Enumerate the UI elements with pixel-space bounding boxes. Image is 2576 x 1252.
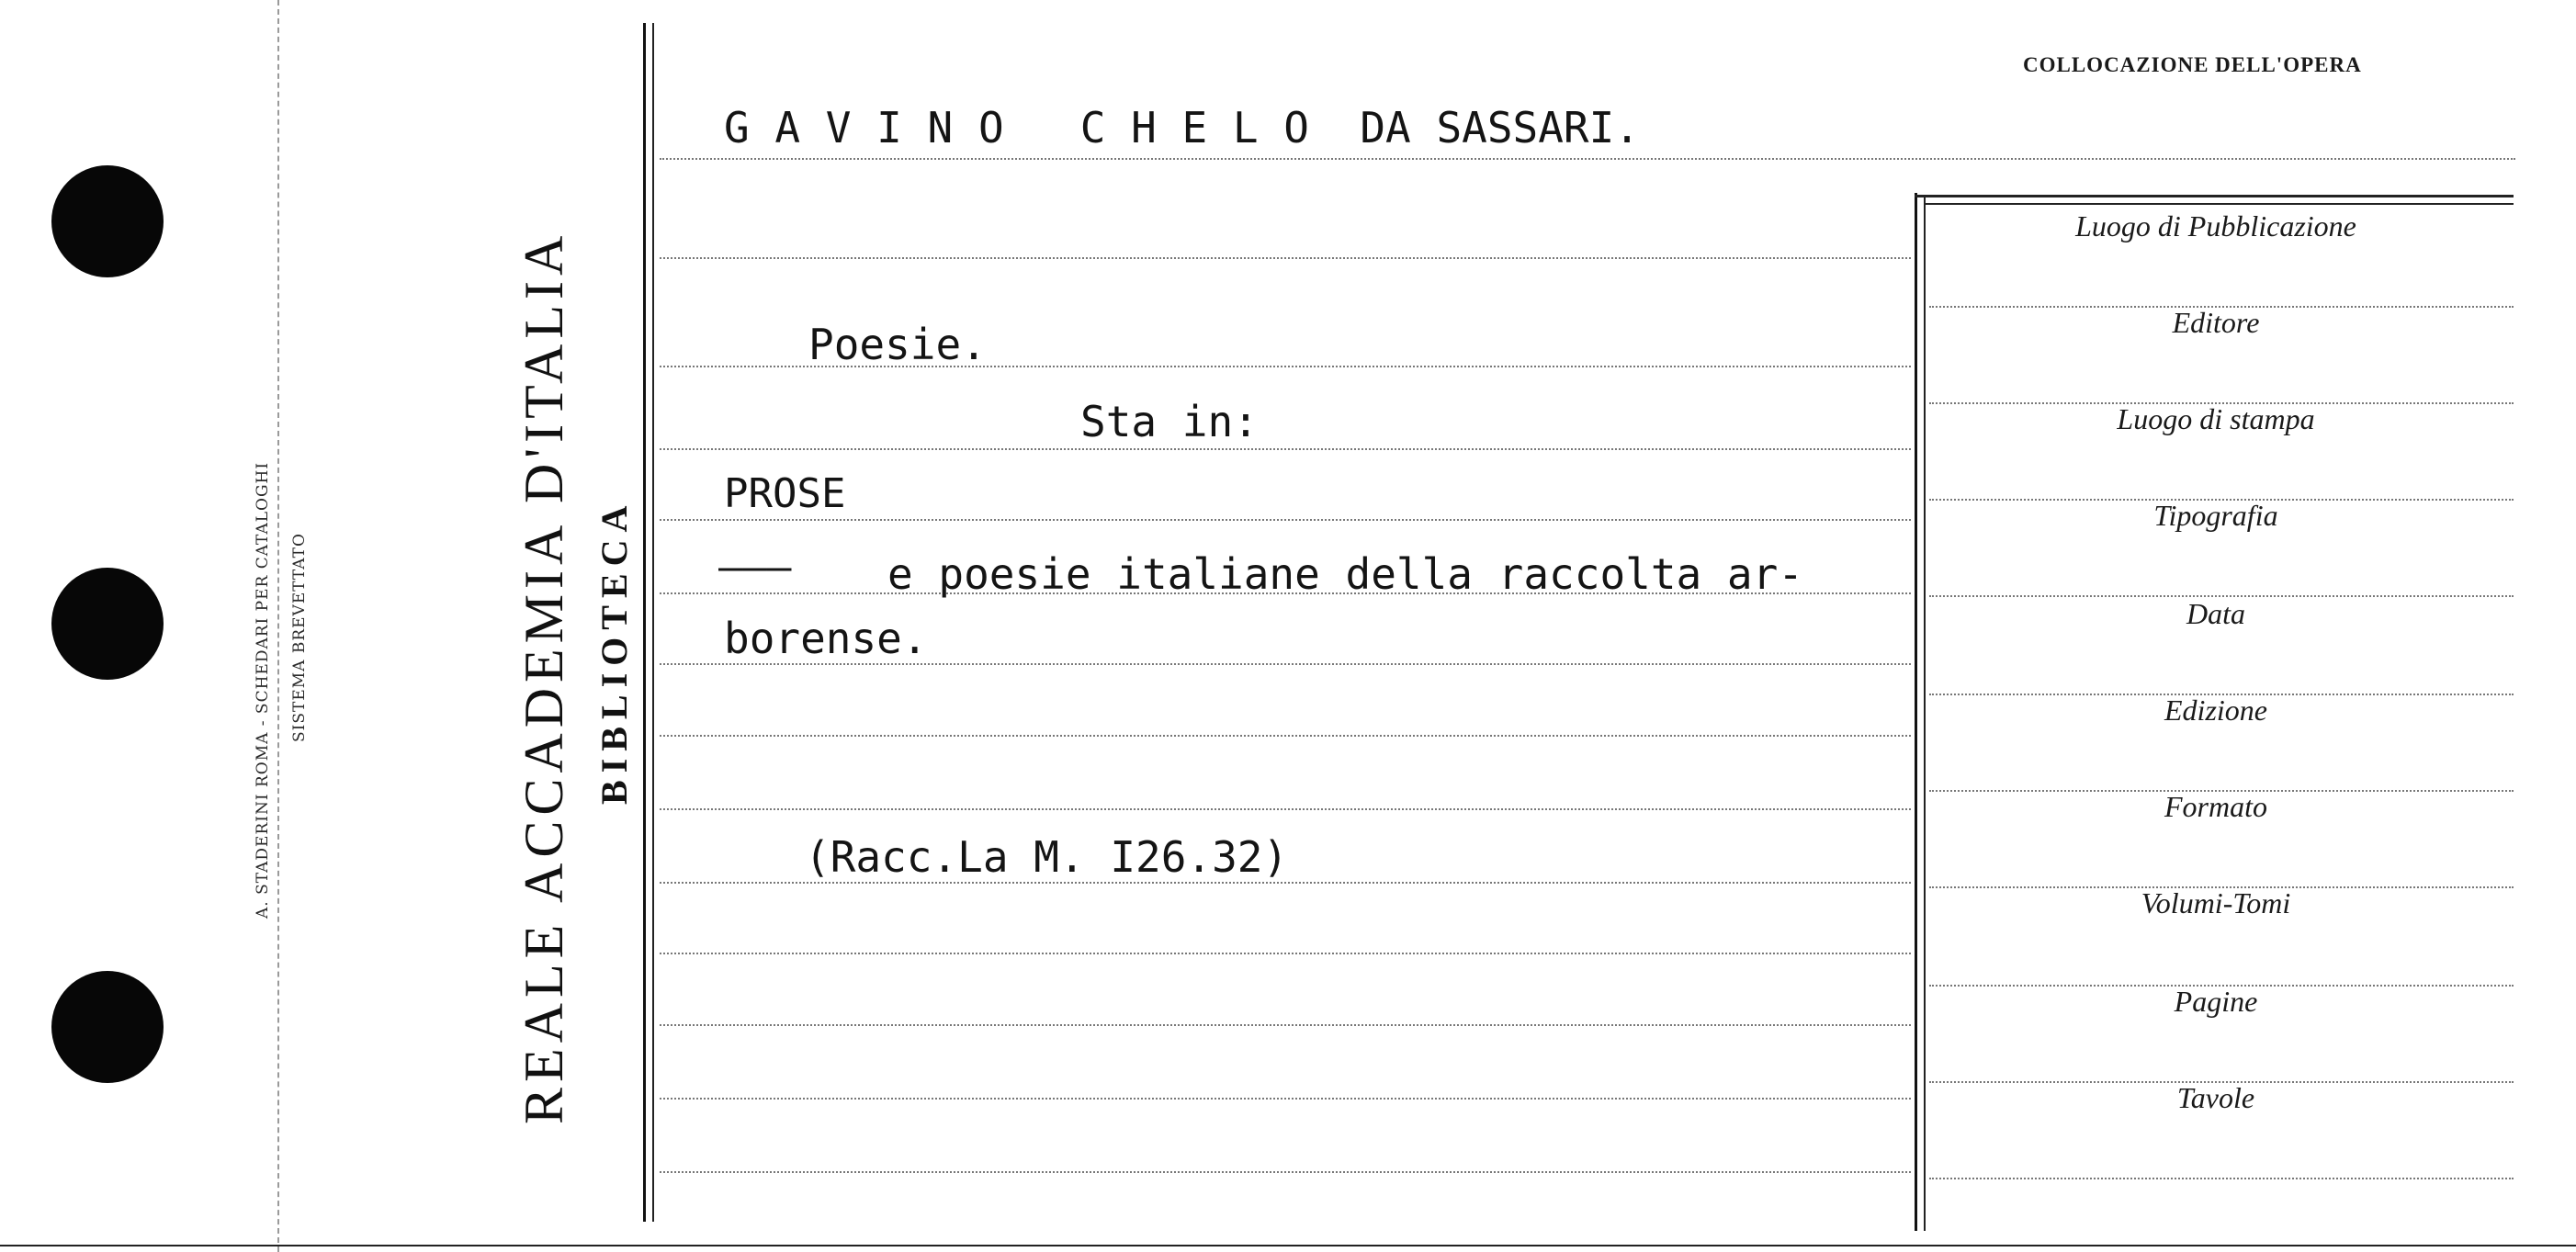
- field-divider: [1929, 1178, 2514, 1179]
- ruled-line: [660, 808, 1911, 810]
- card-bottom-edge: [0, 1245, 2576, 1246]
- field-tavole: Tavole: [2176, 1081, 2255, 1114]
- field-box-top-inner: [1924, 203, 2514, 205]
- field-luogo-stampa: Luogo di stampa: [2117, 402, 2315, 435]
- shelfmark: (Racc.La M. I26.32): [805, 832, 1289, 882]
- host-title-dash: ———: [718, 544, 792, 591]
- host-title-line2: e poesie italiane della raccolta ar-: [887, 549, 1803, 599]
- field-box-border: [1915, 193, 1917, 1231]
- punch-hole-middle: [51, 568, 164, 680]
- field-luogo-pubblicazione: Luogo di Pubblicazione: [2075, 209, 2356, 243]
- punch-hole-bottom: [51, 971, 164, 1083]
- library-title: BIBLIOTECA: [593, 498, 635, 805]
- printer-patent-note: SISTEMA BREVETTATO: [290, 533, 309, 742]
- main-border-left: [643, 23, 646, 1222]
- printer-imprint: A. STADERINI ROMA - SCHEDARI PER CATALOGHI: [254, 461, 272, 919]
- ruled-line: [660, 519, 1911, 521]
- field-formato: Formato: [2164, 790, 2267, 823]
- field-volumi-tomi: Volumi-Tomi: [2141, 886, 2291, 919]
- ruled-line: [660, 1024, 1911, 1026]
- stub-perforation: [277, 0, 279, 1252]
- field-box-top: [1915, 195, 2514, 197]
- ruled-line: [660, 1098, 1911, 1100]
- ruled-line: [660, 953, 1911, 954]
- work-title: Poesie.: [808, 320, 987, 369]
- ruled-line: [660, 257, 1911, 259]
- ruled-line: [660, 158, 2515, 160]
- author-heading: G A V I N O C H E L O DA SASSARI.: [724, 103, 1640, 152]
- ruled-line: [660, 882, 1911, 884]
- host-title-line3: borense.: [724, 614, 928, 663]
- ruled-line: [660, 663, 1911, 665]
- field-tipografia: Tipografia: [2153, 499, 2278, 532]
- collocazione-label: COLLOCAZIONE DELL'OPERA: [2023, 53, 2362, 76]
- field-data: Data: [2186, 597, 2245, 630]
- ruled-line: [660, 448, 1911, 450]
- field-pagine: Pagine: [2174, 985, 2258, 1018]
- host-title-line1: PROSE: [724, 470, 846, 517]
- punch-hole-top: [51, 165, 164, 277]
- ruled-line: [660, 735, 1911, 737]
- field-edizione: Edizione: [2164, 694, 2267, 727]
- main-border-left-inner: [652, 23, 654, 1222]
- sta-in-label: Sta in:: [1080, 397, 1259, 446]
- institution-title: REALE ACCADEMIA D'ITALIA: [514, 230, 574, 1124]
- field-editore: Editore: [2172, 306, 2260, 339]
- ruled-line: [660, 1171, 1911, 1173]
